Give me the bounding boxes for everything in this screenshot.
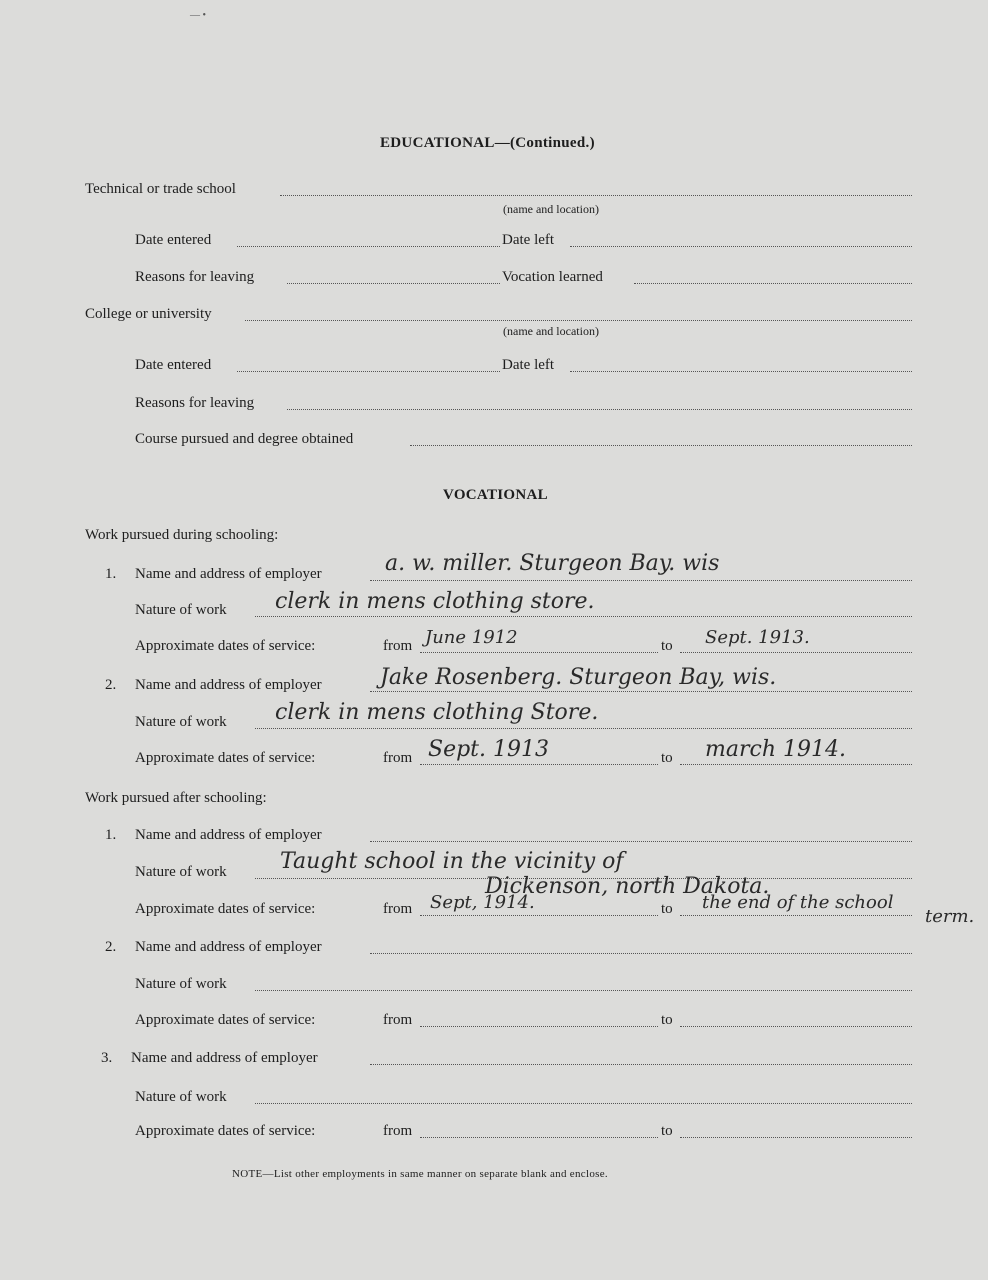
course-degree-line[interactable] [410, 445, 912, 446]
vocational-heading: VOCATIONAL [443, 487, 548, 503]
after-2-nature-line[interactable] [255, 990, 912, 991]
after-3-employer-line[interactable] [370, 1064, 912, 1065]
during-1-nature-line[interactable] [255, 616, 912, 617]
during-1-nature-label: Nature of work [135, 602, 227, 618]
during-2-employer-line[interactable] [370, 691, 912, 692]
after-1-nature-value: Taught school in the vicinity of [280, 849, 624, 874]
during-1-employer-value: a. w. miller. Sturgeon Bay. wis [385, 551, 720, 576]
after-2-number: 2. [105, 939, 117, 955]
after-3-from-label: from [383, 1123, 413, 1139]
after-1-nature-value-cont: Dickenson, north Dakota. [485, 874, 770, 899]
after-3-from-line[interactable] [420, 1137, 658, 1138]
after-1-nature-label: Nature of work [135, 864, 227, 880]
college-label: College or university [85, 306, 212, 322]
during-2-to-label: to [661, 750, 673, 766]
during-1-dates-label: Approximate dates of service: [135, 638, 316, 654]
date-entered-label-1: Date entered [135, 232, 212, 248]
after-schooling-label: Work pursued after schooling: [85, 790, 267, 806]
after-2-from-line[interactable] [420, 1026, 658, 1027]
course-degree-label: Course pursued and degree obtained [135, 431, 354, 447]
after-1-employer-line[interactable] [370, 841, 912, 842]
during-2-dates-label: Approximate dates of service: [135, 750, 316, 766]
after-1-from-line[interactable] [420, 915, 658, 916]
during-2-nature-line[interactable] [255, 728, 912, 729]
after-3-dates-label: Approximate dates of service: [135, 1123, 316, 1139]
during-schooling-label: Work pursued during schooling: [85, 527, 279, 543]
date-entered-label-2: Date entered [135, 357, 212, 373]
reasons-leaving-line-2[interactable] [287, 409, 912, 410]
after-1-from-value: Sept, 1914. [430, 892, 535, 913]
after-1-dates-label: Approximate dates of service: [135, 901, 316, 917]
during-1-to-line[interactable] [680, 652, 912, 653]
after-3-number: 3. [101, 1050, 113, 1066]
during-1-from-value: June 1912 [425, 627, 518, 648]
after-2-employer-label: Name and address of employer [135, 939, 322, 955]
after-2-dates-label: Approximate dates of service: [135, 1012, 316, 1028]
during-1-employer-label: Name and address of employer [135, 566, 322, 582]
during-2-nature-value: clerk in mens clothing Store. [275, 700, 599, 725]
top-marks: — • [190, 10, 207, 21]
reasons-leaving-label-1: Reasons for leaving [135, 269, 255, 285]
after-1-to-label: to [661, 901, 673, 917]
technical-school-line[interactable] [280, 195, 912, 196]
after-2-to-label: to [661, 1012, 673, 1028]
after-1-employer-label: Name and address of employer [135, 827, 322, 843]
after-2-employer-line[interactable] [370, 953, 912, 954]
date-left-label-2: Date left [502, 357, 555, 373]
footer-note: NOTE—List other employments in same manner on separate blank and enclose. [232, 1168, 608, 1180]
during-2-nature-label: Nature of work [135, 714, 227, 730]
technical-school-label: Technical or trade school [85, 181, 236, 197]
college-line[interactable] [245, 320, 912, 321]
during-2-to-value: march 1914. [705, 737, 846, 762]
during-1-number: 1. [105, 566, 117, 582]
name-location-caption-1: (name and location) [503, 202, 599, 216]
after-1-to-value: the end of the school [702, 892, 894, 913]
during-1-employer-line[interactable] [370, 580, 912, 581]
after-2-to-line[interactable] [680, 1026, 912, 1027]
vocation-learned-label: Vocation learned [502, 269, 603, 285]
after-1-number: 1. [105, 827, 117, 843]
name-location-caption-2: (name and location) [503, 324, 599, 338]
after-3-nature-label: Nature of work [135, 1089, 227, 1105]
reasons-leaving-label-2: Reasons for leaving [135, 395, 255, 411]
date-left-label-1: Date left [502, 232, 555, 248]
during-1-from-label: from [383, 638, 413, 654]
during-1-to-label: to [661, 638, 673, 654]
after-3-to-line[interactable] [680, 1137, 912, 1138]
date-left-line-2[interactable] [570, 371, 912, 372]
during-2-from-value: Sept. 1913 [428, 737, 549, 762]
during-2-from-label: from [383, 750, 413, 766]
after-2-from-label: from [383, 1012, 413, 1028]
date-entered-line-1[interactable] [237, 246, 500, 247]
after-3-to-label: to [661, 1123, 673, 1139]
after-1-to-line[interactable] [680, 915, 912, 916]
during-2-from-line[interactable] [420, 764, 658, 765]
after-3-nature-line[interactable] [255, 1103, 912, 1104]
during-1-nature-value: clerk in mens clothing store. [275, 589, 595, 614]
date-entered-line-2[interactable] [237, 371, 500, 372]
after-1-from-label: from [383, 901, 413, 917]
after-2-nature-label: Nature of work [135, 976, 227, 992]
during-2-number: 2. [105, 677, 117, 693]
during-2-employer-label: Name and address of employer [135, 677, 322, 693]
vocation-learned-line[interactable] [634, 283, 912, 284]
educational-heading: EDUCATIONAL—(Continued.) [380, 135, 595, 151]
after-1-to-value-cont: term. [925, 906, 975, 927]
during-2-to-line[interactable] [680, 764, 912, 765]
date-left-line-1[interactable] [570, 246, 912, 247]
during-1-to-value: Sept. 1913. [705, 627, 810, 648]
after-3-employer-label: Name and address of employer [131, 1050, 318, 1066]
during-1-from-line[interactable] [420, 652, 658, 653]
reasons-leaving-line-1[interactable] [287, 283, 500, 284]
during-2-employer-value: Jake Rosenberg. Sturgeon Bay, wis. [380, 665, 777, 690]
